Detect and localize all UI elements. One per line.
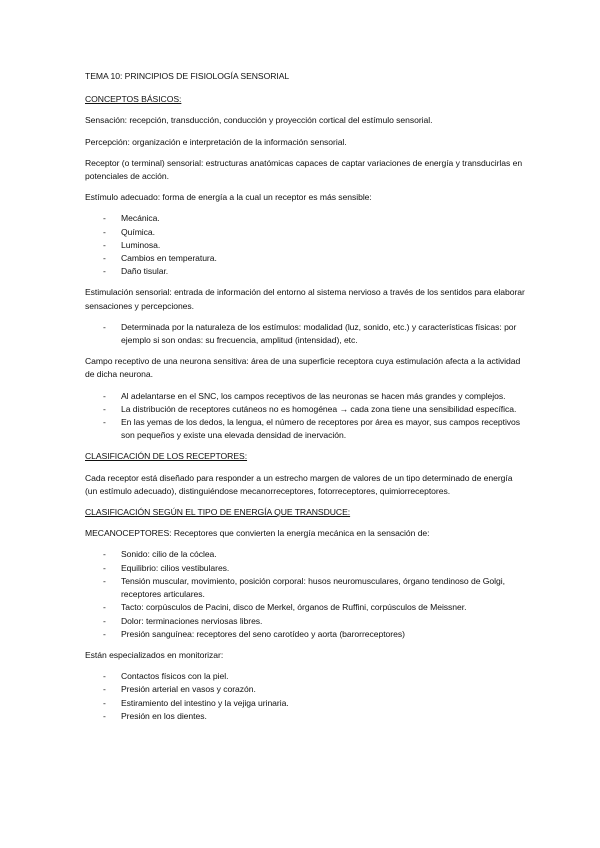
- list-item: - La distribución de receptores cutáneos no es homogénea → cada zona tiene una sensibilidad específica.: [85, 403, 525, 416]
- list-item: - Mecánica.: [85, 212, 525, 225]
- paragraph-percepcion: Percepción: organización e interpretación de la información sensorial.: [85, 136, 347, 147]
- paragraph-clasificacion: Cada receptor está diseñado para responder a un estrecho margen de valores de un tipo determinado de energía (un estímulo adecuado), distinguiéndose mecanorreceptores, fotorreceptores, quimiorreceptores.: [85, 472, 513, 496]
- list-item: - Determinada por la naturaleza de los estímulos: modalidad (luz, sonido, etc.) y características físicas: por ejemplo si son ondas: su frecuencia, amplitud (intensidad), etc.: [85, 321, 525, 347]
- list-item: - Tensión muscular, movimiento, posición corporal: husos neuromusculares, órgano tendinoso de Golgi, receptores articulares.: [85, 575, 525, 601]
- list-item: - Equilibrio: cilios vestibulares.: [85, 562, 525, 575]
- paragraph-mecanoceptores: MECANOCEPTORES: Receptores que convierten la energía mecánica en la sensación de:: [85, 528, 430, 539]
- list-mecanoceptores: [85, 548, 525, 640]
- paragraph-campo: Campo receptivo de una neurona sensitiva: área de una superficie receptora cuya estimulación afecta a la actividad de dicha neurona.: [85, 356, 521, 380]
- paragraph-estimulacion: Estimulación sensorial: entrada de información del entorno al sistema nervioso a través de los sentidos para elaborar sensaciones y percepciones.: [85, 287, 525, 311]
- list-estimulacion: [85, 321, 525, 347]
- section-heading-conceptos: CONCEPTOS BÁSICOS:: [85, 94, 182, 105]
- list-especializados: [85, 670, 525, 723]
- list-item: - Presión sanguínea: receptores del seno carotídeo y aorta (barorreceptores): [85, 628, 525, 641]
- paragraph-receptor: Receptor (o terminal) sensorial: estructuras anatómicas capaces de captar variaciones de energía y transducirlas en potenciales de acción.: [85, 157, 523, 182]
- list-item: - Estiramiento del intestino y la vejiga urinaria.: [85, 697, 525, 710]
- paragraph-sensacion: Sensación: recepción, transducción, conducción y proyección cortical del estímulo sensorial.: [85, 115, 433, 126]
- list-item: - Tacto: corpúsculos de Pacini, disco de Merkel, órganos de Ruffini, corpúsculos de Meissner.: [85, 601, 525, 614]
- list-item: - Daño tisular.: [85, 265, 525, 278]
- list-item: - Dolor: terminaciones nerviosas libres.: [85, 615, 525, 628]
- list-item: - Cambios en temperatura.: [85, 252, 525, 265]
- list-item: - Química.: [85, 226, 525, 239]
- list-item: - Presión en los dientes.: [85, 710, 525, 723]
- document-content: [85, 70, 525, 731]
- list-campo: [85, 390, 525, 443]
- list-item: - Contactos físicos con la piel.: [85, 670, 525, 683]
- list-estimulo: [85, 212, 525, 278]
- section-heading-clasificacion-energia: CLASIFICACIÓN SEGÚN EL TIPO DE ENERGÍA QUE TRANSDUCE:: [85, 507, 351, 518]
- list-item: - En las yemas de los dedos, la lengua, el número de receptores por área es mayor, sus campos receptivos son pequeños y existe una elevada densidad de inervación.: [85, 416, 525, 442]
- paragraph-estimulo: Estímulo adecuado: forma de energía a la cual un receptor es más sensible:: [85, 192, 372, 203]
- list-item: - Sonido: cilio de la cóclea.: [85, 548, 525, 561]
- document-title: TEMA 10: PRINCIPIOS DE FISIOLOGÍA SENSORIAL: [85, 71, 290, 81]
- list-item: - Al adelantarse en el SNC, los campos receptivos de las neuronas se hacen más grandes y complejos.: [85, 390, 525, 403]
- paragraph-especializados: Están especializados en monitorizar:: [85, 649, 224, 660]
- section-heading-clasificacion: CLASIFICACIÓN DE LOS RECEPTORES:: [85, 451, 248, 462]
- list-item: - Luminosa.: [85, 239, 525, 252]
- list-item: - Presión arterial en vasos y corazón.: [85, 683, 525, 696]
